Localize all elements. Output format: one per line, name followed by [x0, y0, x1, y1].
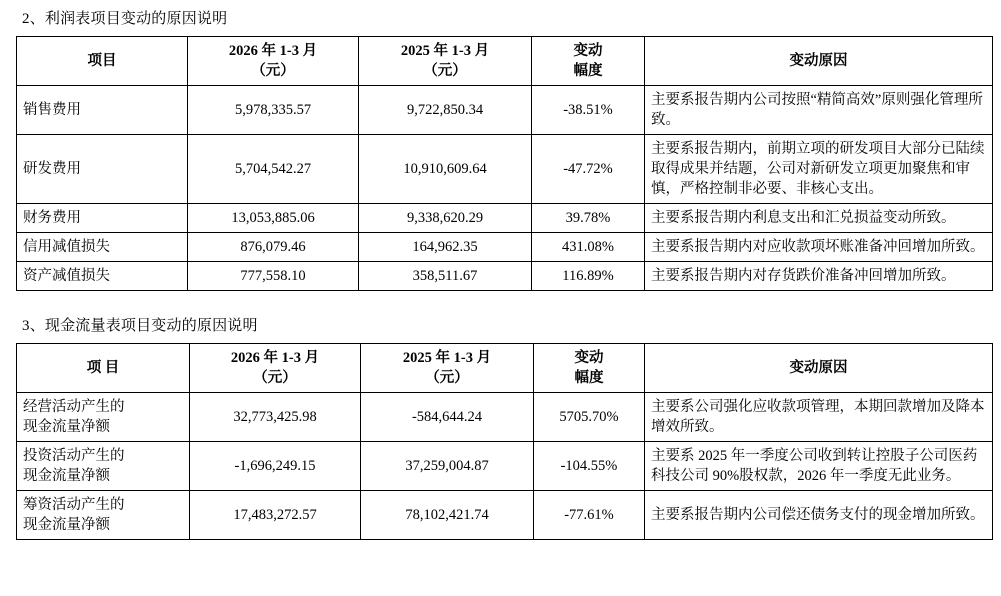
- row-item: 信用减值损失: [17, 233, 188, 262]
- row-item: 财务费用: [17, 204, 188, 233]
- table-row: [17, 491, 993, 540]
- table-row: [17, 262, 993, 291]
- row-current: 17,483,272.57: [190, 491, 361, 540]
- header-change-rate-line1: 变动: [574, 350, 604, 366]
- table-row: [17, 442, 993, 491]
- row-previous: 37,259,004.87: [361, 442, 534, 491]
- row-current: 32,773,425.98: [190, 393, 361, 442]
- table-header-row: [17, 37, 993, 86]
- row-rate: 116.89%: [532, 262, 645, 291]
- row-current: 876,079.46: [188, 233, 359, 262]
- header-item: 项 目: [17, 344, 190, 393]
- header-previous-period: [361, 344, 534, 393]
- row-item-line2: 现金流量净额: [23, 468, 110, 484]
- table-row: [17, 233, 993, 262]
- header-previous-period-line2: （元）: [425, 370, 469, 386]
- row-rate: 431.08%: [532, 233, 645, 262]
- row-reason: 主要系报告期内对应收款项坏账准备冲回增加所致。: [645, 233, 993, 262]
- row-item: [17, 491, 190, 540]
- header-item: 项目: [17, 37, 188, 86]
- row-reason: 主要系报告期内利息支出和汇兑损益变动所致。: [645, 204, 993, 233]
- row-previous: 358,511.67: [359, 262, 532, 291]
- row-item-line2: 现金流量净额: [23, 517, 110, 533]
- row-item-line1: 经营活动产生的: [23, 399, 125, 415]
- header-previous-period: [359, 37, 532, 86]
- row-rate: -38.51%: [532, 86, 645, 135]
- row-rate: 5705.70%: [534, 393, 645, 442]
- header-change-rate-line2: 幅度: [574, 370, 604, 386]
- header-previous-period-line2: （元）: [423, 63, 467, 79]
- header-change-reason: 变动原因: [645, 344, 993, 393]
- header-change-rate: [532, 37, 645, 86]
- table-row: [17, 135, 993, 204]
- row-item: [17, 442, 190, 491]
- header-current-period: [190, 344, 361, 393]
- table-row: [17, 204, 993, 233]
- header-change-rate-line1: 变动: [573, 43, 603, 59]
- row-current: 5,704,542.27: [188, 135, 359, 204]
- row-reason: 主要系报告期内对存货跌价准备冲回增加所致。: [645, 262, 993, 291]
- row-rate: -104.55%: [534, 442, 645, 491]
- row-rate: -47.72%: [532, 135, 645, 204]
- row-item: [17, 393, 190, 442]
- header-current-period: [188, 37, 359, 86]
- row-item-line1: 投资活动产生的: [23, 448, 125, 464]
- header-change-rate-line2: 幅度: [573, 63, 603, 79]
- header-previous-period-line1: 2025 年 1-3 月: [400, 43, 490, 59]
- table-row: [17, 393, 993, 442]
- header-current-period-line2: （元）: [253, 370, 297, 386]
- row-reason: 主要系报告期内，前期立项的研发项目大部分已陆续取得成果并结题，公司对新研发立项更加聚焦和审慎，严格控制非必要、非核心支出。: [645, 135, 993, 204]
- row-previous: 164,962.35: [359, 233, 532, 262]
- row-previous: -584,644.24: [361, 393, 534, 442]
- row-item: 销售费用: [17, 86, 188, 135]
- row-reason: 主要系报告期内公司按照“精简高效”原则强化管理所致。: [645, 86, 993, 135]
- row-item: 研发费用: [17, 135, 188, 204]
- row-previous: 78,102,421.74: [361, 491, 534, 540]
- row-rate: 39.78%: [532, 204, 645, 233]
- row-previous: 10,910,609.64: [359, 135, 532, 204]
- table-row: [17, 86, 993, 135]
- section-heading-cashflow: 3、现金流量表项目变动的原因说明: [22, 318, 258, 334]
- row-reason: 主要系报告期内公司偿还债务支付的现金增加所致。: [645, 491, 993, 540]
- header-change-reason: 变动原因: [645, 37, 993, 86]
- row-previous: 9,722,850.34: [359, 86, 532, 135]
- row-current: 777,558.10: [188, 262, 359, 291]
- header-current-period-line1: 2026 年 1-3 月: [230, 350, 320, 366]
- header-current-period-line2: （元）: [251, 63, 295, 79]
- row-item-line2: 现金流量净额: [23, 419, 110, 435]
- header-change-rate: [534, 344, 645, 393]
- row-item-line1: 筹资活动产生的: [23, 497, 125, 513]
- row-current: -1,696,249.15: [190, 442, 361, 491]
- header-previous-period-line1: 2025 年 1-3 月: [402, 350, 492, 366]
- row-current: 13,053,885.06: [188, 204, 359, 233]
- header-current-period-line1: 2026 年 1-3 月: [228, 43, 318, 59]
- profit-table: [16, 36, 993, 291]
- row-reason: 主要系公司强化应收款项管理，本期回款增加及降本增效所致。: [645, 393, 993, 442]
- row-current: 5,978,335.57: [188, 86, 359, 135]
- row-rate: -77.61%: [534, 491, 645, 540]
- row-previous: 9,338,620.29: [359, 204, 532, 233]
- row-item: 资产减值损失: [17, 262, 188, 291]
- table-header-row: [17, 344, 993, 393]
- section-spacer: [12, 291, 989, 313]
- cashflow-table: [16, 343, 993, 540]
- row-reason: 主要系 2025 年一季度公司收到转让控股子公司医药科技公司 90%股权款，2026 年一季度无此业务。: [645, 442, 993, 491]
- section-heading-profit: 2、利润表项目变动的原因说明: [22, 11, 228, 27]
